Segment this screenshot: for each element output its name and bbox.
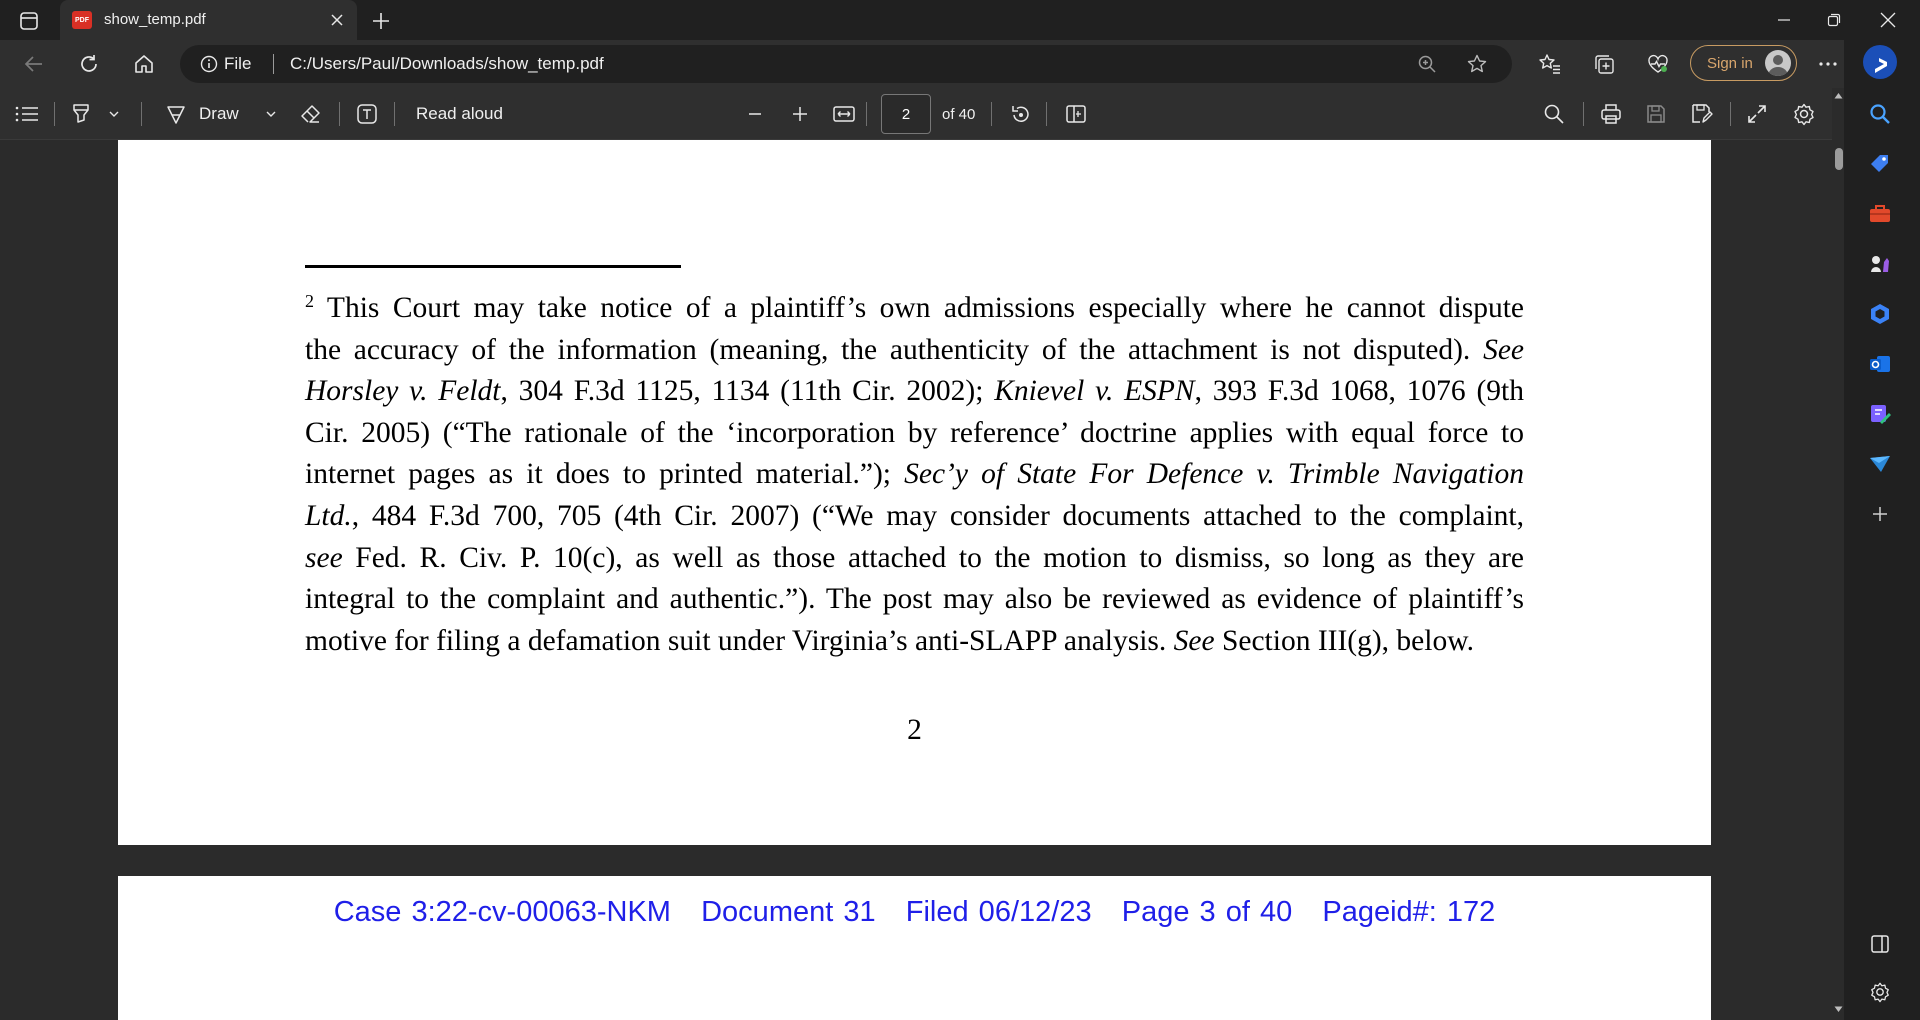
footnote-text: , 304 F.3d 1125, 1134 (11th Cir. 2002); [500,375,995,408]
toolbar-divider [1730,102,1731,126]
citation-italic-text: See [1173,624,1215,657]
eraser-icon[interactable] [299,100,323,128]
back-icon[interactable] [18,48,50,80]
citation-italic-text: See [1483,333,1524,366]
games-icon[interactable] [1862,246,1898,282]
url-text[interactable]: C:/Users/Paul/Downloads/show_temp.pdf [290,54,604,73]
footnote-text: the accuracy of the information (meaning, the authenticity of the attachment is not disputed). [305,333,1484,366]
close-tab-icon[interactable] [327,10,347,30]
footnote-line [305,538,1524,580]
site-info-button[interactable] [200,54,251,74]
contents-icon[interactable] [14,100,40,128]
shopping-tag-icon[interactable] [1862,146,1898,182]
page-number: 2 [907,714,922,746]
tools-briefcase-icon[interactable] [1862,196,1898,232]
favorites-icon[interactable] [1534,48,1566,80]
case-header: Case 3:22-cv-00063-NKM Document 31 Filed 06/12/23 Page 3 of 40 Pageid#: 172 [333,896,1496,928]
page-number-input[interactable] [881,94,931,134]
profile-avatar-icon [1765,50,1791,76]
footnote-line [305,371,1524,413]
print-icon[interactable] [1599,100,1623,128]
draw-button[interactable] [165,100,239,128]
highlight-options-chevron-icon[interactable] [108,100,120,128]
footnote-text: internet pages as it does to printed material.”); [305,458,905,491]
page-view-icon[interactable] [1064,100,1088,128]
footnote [305,288,1524,662]
citation-italic-text: see [305,541,343,574]
tab-actions-icon[interactable] [16,8,42,34]
footnote-text: Fed. R. Civ. P. 10(c), as well as those attached to the motion to dismiss, so long as they are [342,541,1524,574]
toolbar-divider [1046,102,1047,126]
footnote-line [305,330,1524,372]
toolbar-divider [1583,102,1584,126]
footnote-text: integral to the complaint and authentic.”). The post may also be reviewed as evidence of plaintiff’s [305,583,1524,616]
citation-italic-text: Horsley v. Feldt [305,375,501,408]
pdf-viewer[interactable] [0,140,1832,1020]
scroll-down-icon[interactable] [1834,1006,1843,1013]
toolbar-divider [866,102,867,126]
designer-icon[interactable] [1862,396,1898,432]
search-icon[interactable] [1862,96,1898,132]
address-bar-row [0,40,1920,88]
pdf-toolbar [0,88,1844,140]
find-icon[interactable] [1543,100,1565,128]
address-bar[interactable] [180,45,1512,83]
microsoft-365-icon[interactable] [1862,296,1898,332]
more-options-icon[interactable] [1812,48,1844,80]
citation-italic-text: Ltd. [305,499,352,532]
save-as-icon[interactable] [1690,100,1714,128]
read-aloud-button[interactable] [416,100,503,128]
citation-italic-text: Sec’y of State For Defence v. Trimble Navigation [904,458,1524,491]
footnote-text: , 393 F.3d 1068, 1076 (9th [1194,375,1524,408]
toolbar-divider [141,102,142,126]
footnote-line [305,288,1524,330]
page-total [942,100,975,128]
page-total-label: of 40 [942,105,976,123]
scheme-label: File [224,54,252,73]
zoom-in-icon[interactable] [790,100,810,128]
sign-in-button[interactable] [1690,45,1797,81]
outlook-icon[interactable] [1862,346,1898,382]
draw-options-chevron-icon[interactable] [265,100,277,128]
scroll-up-icon[interactable] [1834,92,1843,99]
drop-icon[interactable] [1862,446,1898,482]
tab-title: show_temp.pdf [104,11,206,28]
browser-essentials-icon[interactable] [1642,48,1674,80]
sign-in-label: Sign in [1707,55,1753,72]
toolbar-divider [339,102,340,126]
highlight-icon[interactable] [70,100,92,128]
pdf-icon: PDF [72,11,92,29]
footnote-text: This Court may take notice of a plaintiff’s own admissions especially where he cannot dispute [314,292,1524,324]
footnote-line [305,413,1524,455]
new-tab-icon[interactable] [368,8,394,34]
sidebar-settings-gear-icon[interactable] [1862,974,1898,1010]
footnote-text: Section III(g), below. [1214,624,1474,657]
citation-italic-text: Knievel v. ESPN [994,375,1195,408]
pdf-page [118,876,1711,1020]
toolbar-divider [394,102,395,126]
toolbar-divider [991,102,992,126]
refresh-icon[interactable] [73,48,105,80]
rotate-icon[interactable] [1009,100,1033,128]
footnote-line [305,621,1524,663]
zoom-icon[interactable] [1416,53,1438,75]
close-window-icon[interactable] [1860,0,1916,40]
minimize-icon[interactable] [1756,0,1812,40]
footnote-text: motive for filing a defamation suit under Virginia’s anti-SLAPP analysis. [305,624,1174,657]
fit-to-width-icon[interactable] [832,100,856,128]
draw-pen-icon [165,103,187,125]
vertical-scrollbar[interactable] [1832,88,1844,1020]
footnote-text: Cir. 2005) (“The rationale of the ‘incorporation by reference’ doctrine applies with equal force to [305,416,1524,449]
address-divider [273,54,274,74]
footnote-text: , 484 F.3d 700, 705 (4th Cir. 2007) (“We may consider documents attached to the complaint, [351,499,1524,532]
browser-tab[interactable] [60,0,357,40]
edge-sidebar [1844,40,1920,1020]
save-icon[interactable] [1645,100,1667,128]
title-bar [0,0,1920,40]
footnote-line [305,579,1524,621]
scrollbar-thumb[interactable] [1835,148,1843,170]
restore-icon[interactable] [1806,0,1862,40]
draw-label: Draw [199,104,239,123]
full-screen-icon[interactable] [1746,100,1768,128]
read-aloud-label: Read aloud [416,104,503,123]
footnote-number: 2 [305,291,314,311]
footnote-line [305,496,1524,538]
home-icon[interactable] [128,48,160,80]
add-text-icon[interactable] [355,100,379,128]
pdf-page [118,140,1711,845]
info-icon [200,55,218,73]
add-sidebar-app-icon[interactable] [1862,496,1898,532]
footnote-line [305,454,1524,496]
collections-icon[interactable] [1588,48,1620,80]
copilot-icon[interactable] [1862,44,1898,80]
settings-gear-icon[interactable] [1792,100,1816,128]
hide-sidebar-icon[interactable] [1862,926,1898,962]
footnote-separator [305,265,681,268]
zoom-out-icon[interactable] [745,100,765,128]
toolbar-divider [54,102,55,126]
favorite-star-icon[interactable] [1466,53,1488,75]
